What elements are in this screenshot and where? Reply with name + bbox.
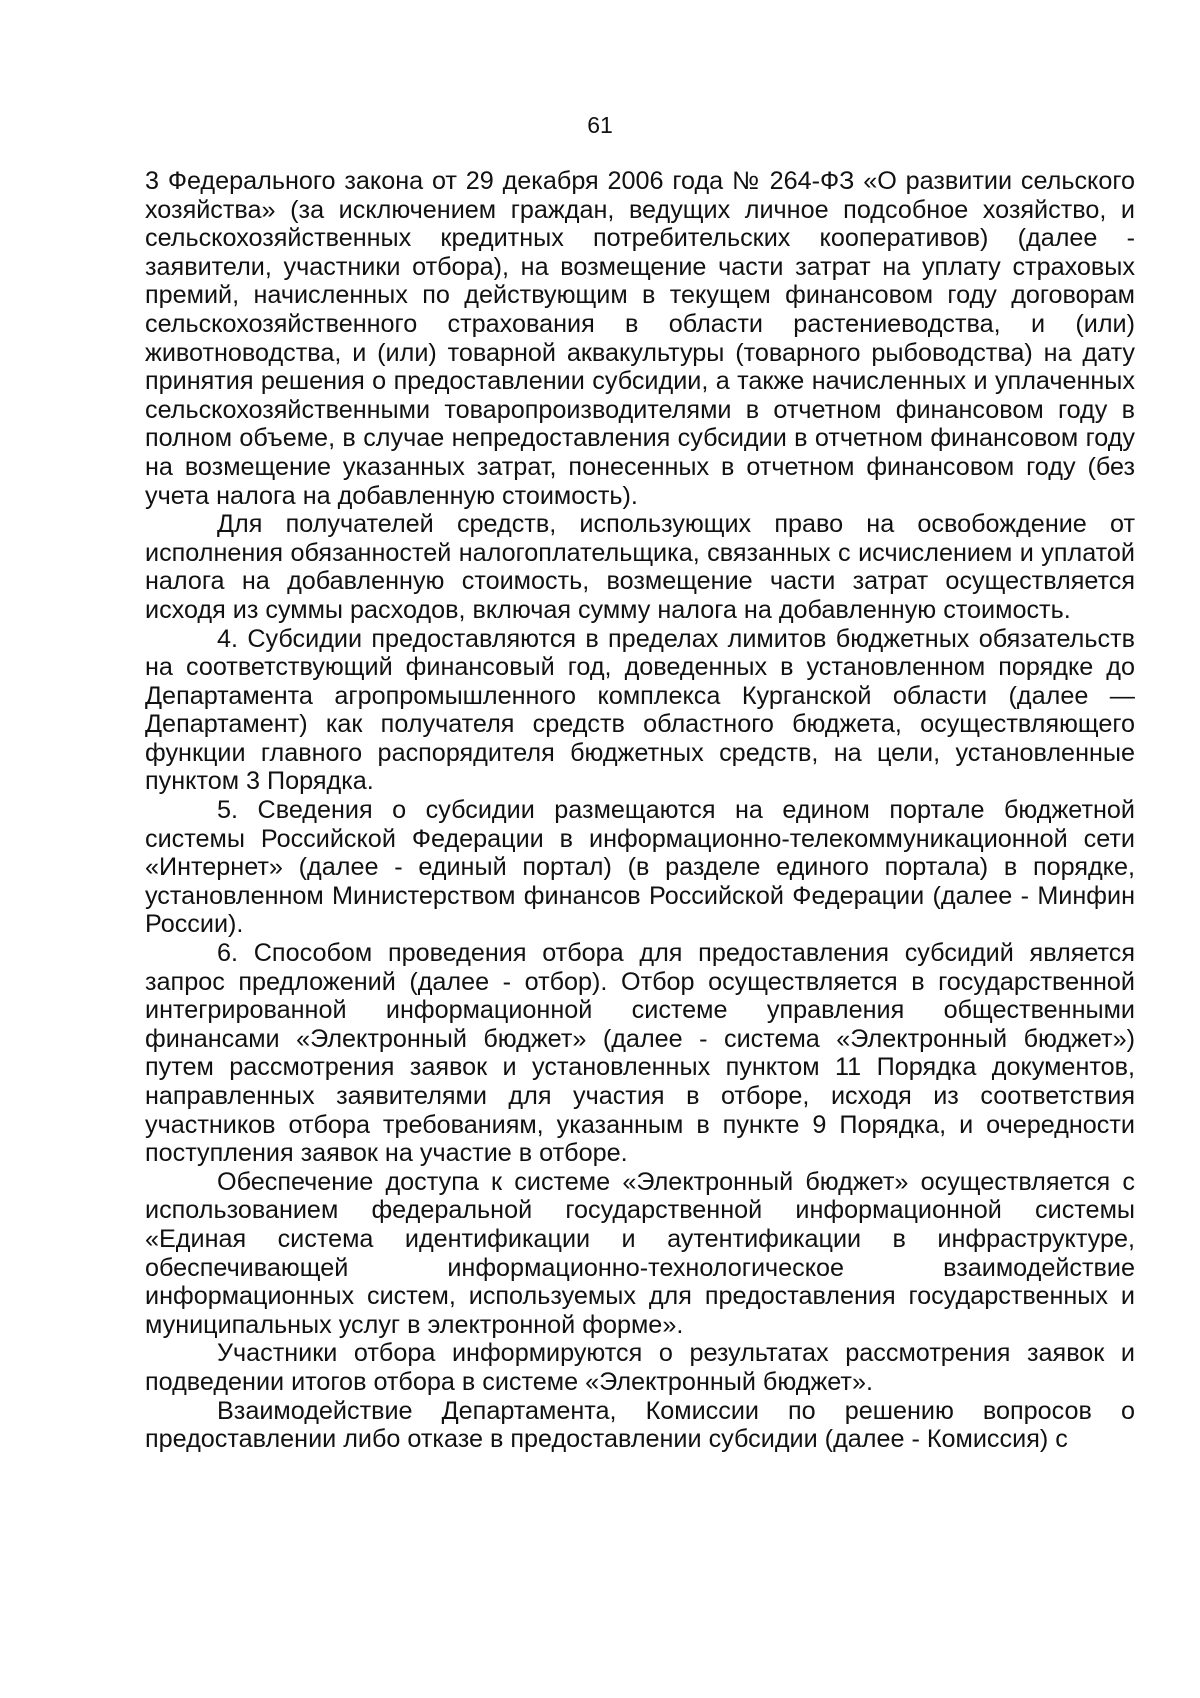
paragraph-clause-4: 4. Субсидии предоставляются в пределах лимитов бюджетных обязательств на соответствующий финансовый год, доведенных в установленном порядке до Департамента агропромышленного комплекса Курганской области (далее — Департамент) как получателя средств областного бюджета, осуществляющего функции главного распорядителя бюджетных средств, на цели, установленные пунктом 3 Порядка. (145, 624, 1135, 796)
document-body (145, 167, 1135, 1454)
paragraph-participants-info: Участники отбора информируются о результатах рассмотрения заявок и подведении итогов отбора в системе «Электронный бюджет». (145, 1339, 1135, 1396)
paragraph-continuation: 3 Федерального закона от 29 декабря 2006 года № 264-ФЗ «О развитии сельского хозяйства» (за исключением граждан, ведущих личное подсобное хозяйство, и сельскохозяйственных кредитных потребительских кооперативов) (далее - заявители, участники отбора), на возмещение части затрат на уплату страховых премий, начисленных по действующим в текущем финансовом году договорам сельскохозяйственного страхования в области растениеводства, и (или) животноводства, и (или) товарной аквакультуры (товарного рыбоводства) на дату принятия решения о предоставлении субсидии, а также начисленных и уплаченных сельскохозяйственными товаропроизводителями в отчетном финансовом году в полном объеме, в случае непредоставления субсидии в отчетном финансовом году на возмещение указанных затрат, понесенных в отчетном финансовом году (без учета налога на добавленную стоимость). (145, 167, 1135, 510)
paragraph-vat-exemption: Для получателей средств, использующих право на освобождение от исполнения обязанностей налогоплательщика, связанных с исчислением и уплатой налога на добавленную стоимость, возмещение части затрат осуществляется исходя из суммы расходов, включая сумму налога на добавленную стоимость. (145, 510, 1135, 624)
paragraph-interaction: Взаимодействие Департамента, Комиссии по решению вопросов о предоставлении либо отказе в предоставлении субсидии (далее - Комиссия) с (145, 1396, 1135, 1454)
paragraph-clause-6: 6. Способом проведения отбора для предоставления субсидий является запрос предложений (далее - отбор). Отбор осуществляется в государственной интегрированной информационной системе управления общественными финансами «Электронный бюджет» (далее - система «Электронный бюджет») путем рассмотрения заявок и установленных пунктом 11 Порядка документов, направленных заявителями для участия в отборе, исходя из соответствия участников отбора требованиям, указанным в пункте 9 Порядка, и очередности поступления заявок на участие в отборе. (145, 939, 1135, 1168)
page-number: 61 (587, 112, 613, 138)
paragraph-clause-5: 5. Сведения о субсидии размещаются на едином портале бюджетной системы Российской Федерации в информационно-телекоммуникационной сети «Интернет» (далее - единый портал) (в разделе единого портала) в порядке, установленном Министерством финансов Российской Федерации (далее - Минфин России). (145, 796, 1135, 939)
paragraph-access: Обеспечение доступа к системе «Электронный бюджет» осуществляется с использованием федеральной государственной информационной системы «Единая система идентификации и аутентификации в инфраструктуре, обеспечивающей информационно-технологическое взаимодействие информационных систем, используемых для предоставления государственных и муниципальных услуг в электронной форме». (145, 1167, 1135, 1339)
